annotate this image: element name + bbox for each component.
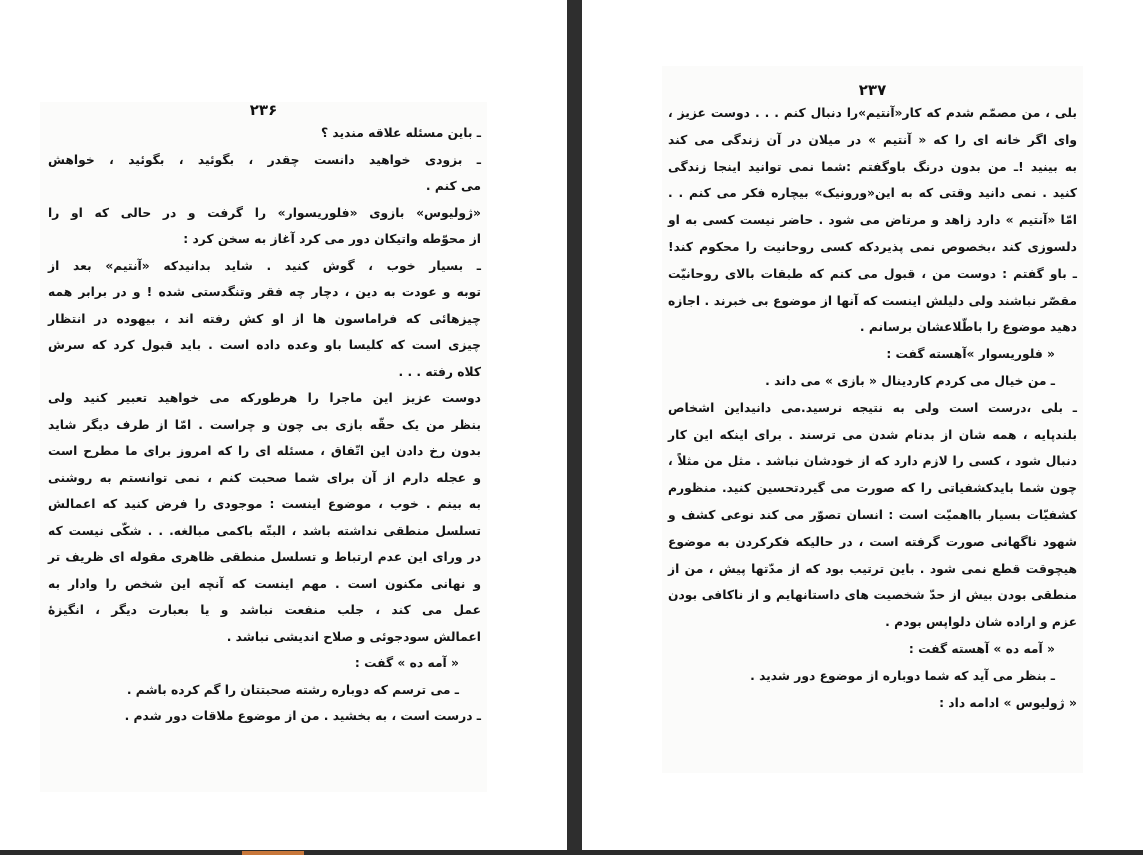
text-line: ـ بزودی خواهید دانست چقدر ، بگوئید ، بگوئید ، خواهش [48, 152, 481, 167]
text-line: اعمالش سودجوئی و صلاح اندیشی نباشد . [226, 629, 481, 644]
page-gutter [567, 0, 582, 855]
text-line: به بینید !ـ من بدون درنگ باوگفتم :شما نمی توانید اینجا زندگی [668, 159, 1077, 174]
text-line: «ژولیوس» بازوی «فلوریسوار» را گرفت و در حالی که او را [48, 205, 481, 220]
text-line: « فلوریسوار »آهسته گفت : [886, 347, 1055, 362]
text-line: ـ می ترسم که دوباره رشته صحبتتان را گم کرده باشم . [126, 682, 459, 697]
text-line: « ژولیوس » ادامه داد : [939, 695, 1077, 710]
text-line: ـ باو گفتم : دوست من ، قبول می کنم که طبقات بالای روحانیّت [668, 266, 1077, 281]
text-line: کلاه رفته . . . [398, 364, 481, 379]
text-line: کشفیّات بسیار بااهمیّت است : انسان تصوّر می کند نوعی کشف و [668, 507, 1077, 522]
left-page [0, 0, 567, 850]
text-line: ـ باین مسئله علاقه مندید ؟ [321, 126, 481, 140]
text-line: دنبال شود ، کسی را لازم دارد که از خودشان نباشد . مثل من مثلاً ، [668, 454, 1077, 469]
text-line: وای اگر خانه ای را که « آنتیم » در میلان در آن زندگی می کند [668, 132, 1077, 147]
text-line: دوست عزیز این ماجرا را هرطورکه می خواهید تعبیر کنید ولی [48, 391, 481, 405]
text-line: « آمه ده » آهسته گفت : [908, 641, 1055, 656]
text-line: در ورای این عدم ارتباط و تسلسل منطقی ظاهری مقوله ای ظریف تر [48, 550, 481, 564]
text-line: دلسوزی کند ،بخصوص نمی پذیردکه کسی روحانیت را محکوم کند! [668, 239, 1077, 254]
text-line: ـ بنظر می آید که شما دوباره از موضوع دور شدید . [750, 668, 1055, 683]
text-line: و نهانی مکنون است . مهم اینست که آنچه این شخص را وادار به [48, 576, 481, 591]
left-page-number: ۲۳۶ [249, 101, 278, 119]
left-page-scan [40, 102, 487, 792]
text-line: چون شما بایدکشفیاتی را که صورت می گیردتحسین کنید. منظورم [668, 481, 1077, 496]
text-line: بنظر من یک حقّه بازی بی چون و چراست . امّا از طرف دیگر شاید [48, 417, 481, 432]
text-line: مقصّر نباشند ولی دلیلش اینست که آنها از موضوع بی خبرند . اجازه [668, 293, 1077, 308]
text-line: ـ بسیار خوب ، گوش کنید . شاید بدانیدکه «آنتیم» بعد از [48, 258, 481, 273]
text-line: هیچوقت قطع نمی شود . باین ترتیب بود که از مدّتها پیش ، من از [668, 561, 1077, 576]
text-line: ـ درست است ، به بخشید . من از موضوع ملاقات دور شدم . [124, 709, 481, 723]
scrollbar-thumb[interactable] [242, 851, 304, 855]
text-line: « آمه ده » گفت : [354, 656, 459, 670]
text-line: تسلسل منطقی نداشته باشد ، البتّه باکمی مبالغه. . . شکّی نیست که [48, 523, 481, 538]
text-line: به بینم . خوب ، موضوع اینست : موجودی را فرض کنید که اعمالش [48, 497, 481, 511]
text-line: چیزی است که کلیسا باو وعده داده است . باید قبول کرد که سرش [48, 338, 481, 352]
text-line: امّا «آنتیم » دارد زاهد و مرتاض می شود . حاضر نیست کسی به او [668, 213, 1077, 228]
text-line: ـ بلی ،درست است ولی به نتیجه نرسید.می دانیداین اشخاص [668, 400, 1077, 415]
text-line: ـ من خیال می کردم کاردینال « بازی » می داند . [765, 373, 1055, 388]
text-line: بلی ، من مصمّم شدم که کار«آنتیم»را دنبال کنم . . . دوست عزیز ، [668, 106, 1077, 120]
left-page-text [40, 120, 487, 730]
text-line: چیزهائی که فراماسون ها از او کش رفته اند ، بیهوده در انتظار [48, 311, 481, 326]
text-line: شهود ناگهانی صورت گرفته است ، در حالیکه فکرکردن به موضوع [668, 534, 1077, 549]
text-line: بلندپایه ، همه شان از بدنام شدن می ترسند . برای اینکه این کار [668, 427, 1077, 442]
right-page-number: ۲۳۷ [858, 81, 887, 99]
right-page-scan [662, 66, 1083, 773]
text-line: بدون رخ دادن این اتّفاق ، مسئله ای را که امروز برای ما مطرح است [48, 444, 481, 458]
right-page [582, 0, 1143, 850]
text-line: از محوّطه واتیکان دور می کرد آغاز به سخن کرد : [183, 232, 481, 246]
text-line: کنید . نمی دانید وقتی که به این«ورونیک» بیچاره فکر می کنم . . [668, 186, 1077, 201]
text-line: عمل می کند ، جلب منفعت نباشد و یا بعبارت دیگر ، انگیزهٔ [48, 603, 481, 617]
text-line: و عجله دارم از آن برای شما صحبت کنم ، نمی توانستم به روشنی [48, 470, 481, 485]
right-page-text [662, 100, 1083, 716]
text-line: دهید موضوع را باطّلاعشان برسانم . [859, 320, 1077, 335]
text-line: عزم و اراده شان دلواپس بودم . [885, 615, 1077, 630]
text-line: می کنم . [425, 179, 481, 193]
horizontal-scrollbar[interactable] [0, 850, 1143, 855]
text-line: توبه و عودت به دین ، دچار چه فقر وتنگدستی شده ! و در برابر همه [48, 285, 481, 299]
text-line: منطقی بودن بیش از حدّ شخصیت های داستانهایم و از ناکافی بودن [668, 588, 1077, 603]
